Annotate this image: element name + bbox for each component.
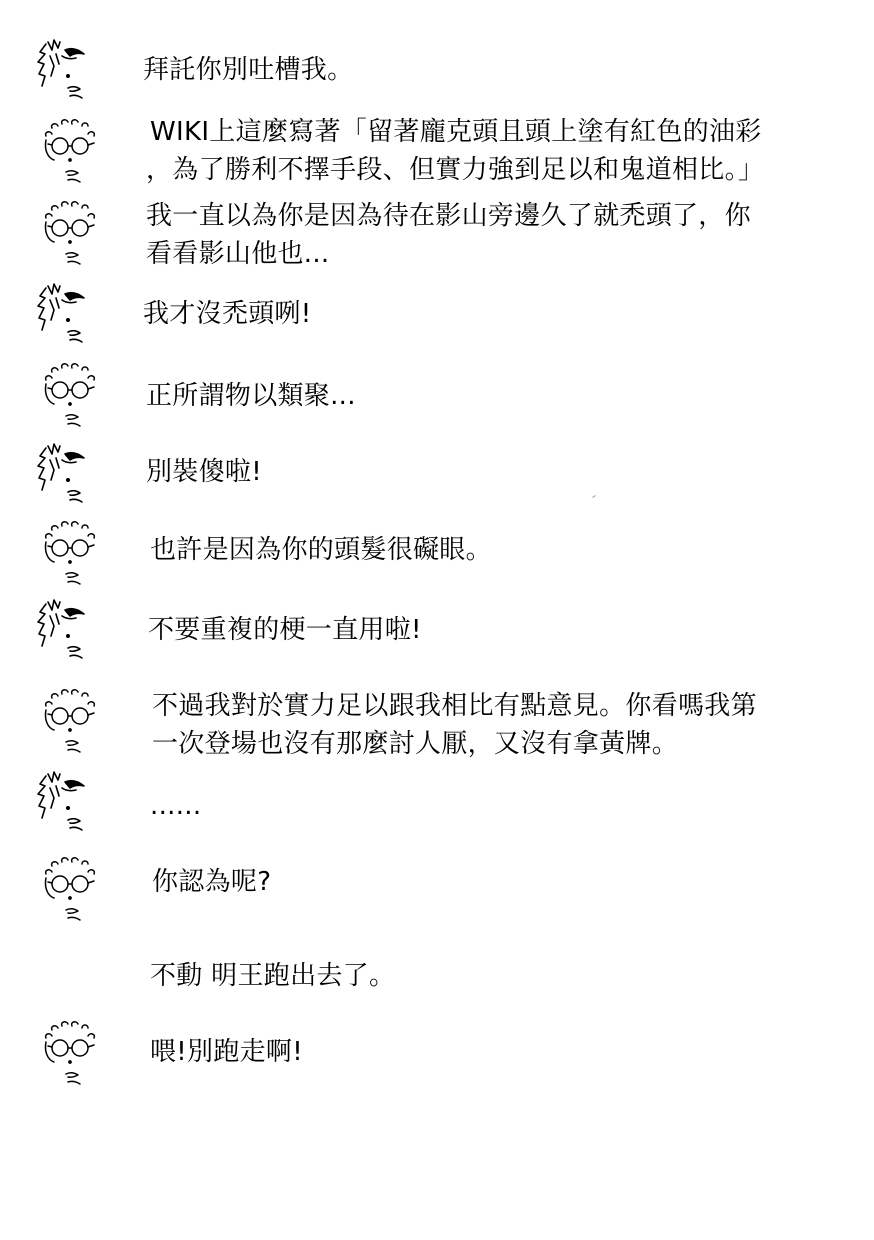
dialogue-line: 我一直以為你是因為待在影山旁邊久了就禿頭了，你 (146, 201, 751, 231)
spiky-hair-character-icon (32, 768, 104, 840)
glasses-character-icon (36, 852, 108, 924)
dialogue-line: 看看影山他也... (146, 239, 330, 269)
dialogue-line: 拜託你別吐槽我。 (143, 55, 354, 85)
spiky-hair-character-icon (32, 36, 104, 108)
dialogue-line: 別裝傻啦! (146, 457, 262, 487)
dialogue-line: 也許是因為你的頭髮很礙眼。 (150, 535, 492, 565)
dialogue-line: ，為了勝利不擇手段、但實力強到足以和鬼道相比。」 (146, 155, 765, 185)
dialogue-line: 不過我對於實力足以跟我相比有點意見。你看嗎我第 (152, 691, 757, 721)
dialogue-line: 不要重複的梗一直用啦! (148, 615, 422, 645)
glasses-character-icon (36, 516, 108, 588)
dialogue-line: 我才沒禿頭咧! (143, 299, 312, 329)
dialogue-line: 你認為呢? (152, 867, 272, 897)
dialogue-line: WIKI上這麼寫著「留著龐克頭且頭上塗有紅色的油彩 (150, 117, 762, 147)
dialogue-line: 一次登場也沒有那麼討人厭，又沒有拿黃牌。 (152, 729, 679, 759)
stray-mark (592, 495, 596, 498)
glasses-character-icon (36, 196, 108, 268)
spiky-hair-character-icon (32, 280, 104, 352)
glasses-character-icon (36, 114, 108, 186)
dialogue-line: ...... (150, 791, 202, 821)
spiky-hair-character-icon (32, 440, 104, 512)
narration-line: 不動 明王跑出去了。 (150, 961, 396, 991)
dialogue-line: 正所謂物以類聚... (146, 381, 356, 411)
glasses-character-icon (36, 358, 108, 430)
glasses-character-icon (36, 1016, 108, 1088)
glasses-character-icon (36, 684, 108, 756)
spiky-hair-character-icon (32, 596, 104, 668)
dialogue-line: 喂!別跑走啊! (150, 1037, 303, 1067)
